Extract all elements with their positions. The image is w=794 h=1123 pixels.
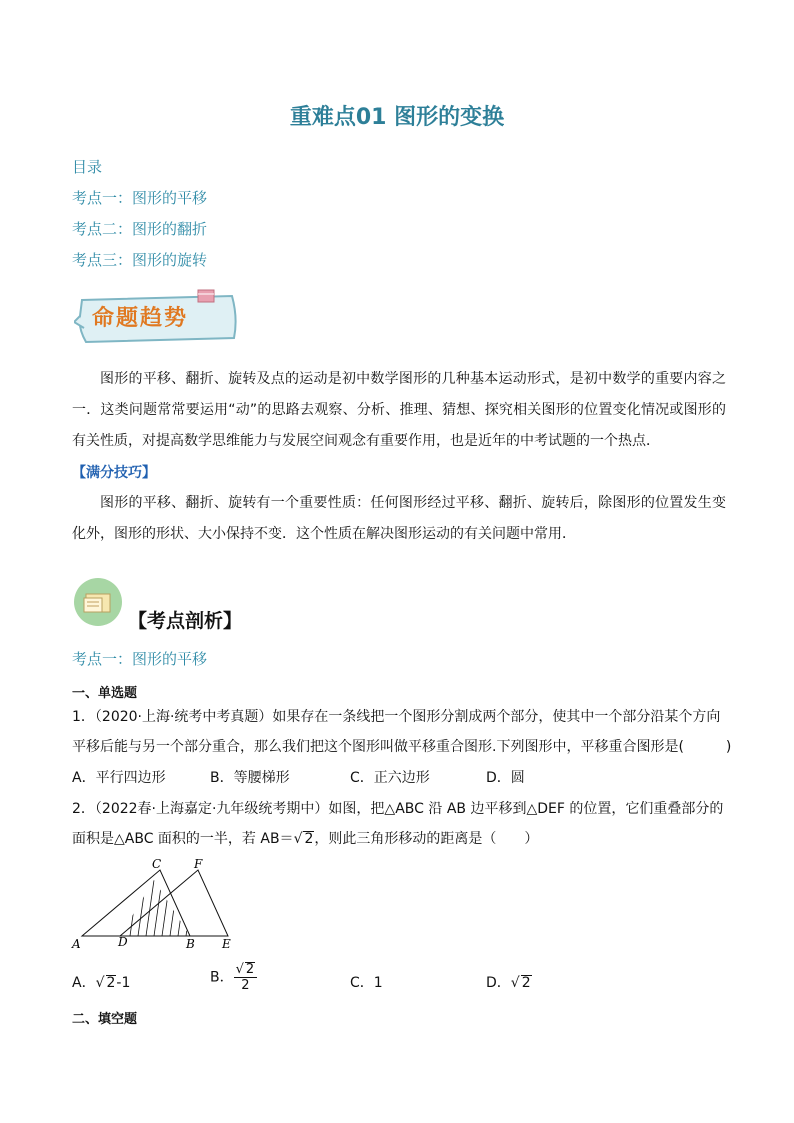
q2-option-a[interactable]: A．√ 2-1 <box>72 975 131 991</box>
q1-option-d[interactable]: D．圆 <box>486 770 525 786</box>
q1-option-a[interactable]: A．平行四边形 <box>72 770 166 786</box>
label-c: C <box>152 857 162 871</box>
tips-paragraph: 图形的平移、翻折、旋转有一个重要性质：任何图形经过平移、翻折、旋转后，除图形的位置发生变化外，图形的形状、大小保持不变．这个性质在解决图形运动的有关问题中常用． <box>72 495 726 542</box>
question-1: 1．（2020·上海·统考中考真题）如果存在一条线把一个图形分割成两个部分，使其中一个部分沿某个方向平移后能与另一个部分重合，那么我们把这个图形叫做平移重合图形.下列图形中，平移重合图形是( ) <box>72 709 732 755</box>
q2-option-b-fraction: $\frac{√ 2}{2}$ <box>234 962 258 993</box>
label-b: B <box>186 937 195 951</box>
triangle-abc <box>82 870 190 936</box>
toc-item-1[interactable]: 考点一：图形的平移 <box>72 189 208 207</box>
q2-option-c[interactable]: C．1 <box>350 975 383 991</box>
q2-sqrt: 2 <box>304 831 314 847</box>
trend-banner <box>74 288 242 346</box>
triangle-figure <box>66 856 246 952</box>
q2-option-b-denominator: 2 <box>241 978 250 993</box>
subsection-heading: 考点一：图形的平移 <box>72 650 208 668</box>
label-e: E <box>222 937 231 951</box>
label-f: F <box>194 857 203 871</box>
banner-text: 命题趋势 <box>92 306 189 331</box>
q1-option-b[interactable]: B．等腰梯形 <box>210 770 290 786</box>
label-a: A <box>72 937 81 951</box>
q2-option-b[interactable] <box>210 962 257 993</box>
q2-option-d-prefix: D． <box>486 975 511 991</box>
q2-option-a-suffix: -1 <box>116 975 131 991</box>
notes-icon <box>74 578 122 626</box>
toc-item-3[interactable]: 考点三：图形的旋转 <box>72 251 208 269</box>
page-title: 重难点01 图形的变换 <box>289 105 505 130</box>
q2-option-b-prefix: B． <box>210 969 234 986</box>
part-heading-fill-blank: 二、填空题 <box>72 1012 138 1027</box>
toc-item-2[interactable]: 考点二：图形的翻折 <box>72 220 208 238</box>
q2-text-b: ，则此三角形移动的距离是（ ） <box>314 831 539 847</box>
q1-option-c[interactable]: C．正六边形 <box>350 770 430 786</box>
label-d: D <box>118 935 128 949</box>
toc-heading: 目录 <box>72 158 103 176</box>
q2-option-d[interactable]: D．√ 2 <box>486 975 531 991</box>
q2-option-d-radicand: 2 <box>521 975 531 991</box>
trend-paragraph: 图形的平移、翻折、旋转及点的运动是初中数学图形的几种基本运动形式，是初中数学的重要内容之一．这类问题常常要运用“动”的思路去观察、分析、推理、猜想、探究相关图形的位置变化情况或图形的有关性质，对提高数学思维能力与发展空间观念有重要作用，也是近年的中考试题的一个热点． <box>72 371 726 449</box>
q2-option-a-prefix: A． <box>72 975 96 991</box>
section-heading: 【考点剖析】 <box>128 610 243 632</box>
q2-option-b-numerator: 2 <box>245 962 255 977</box>
triangle-def <box>120 870 228 936</box>
q2-option-a-radicand: 2 <box>106 975 116 991</box>
part-heading-single-choice: 一、单选题 <box>72 686 138 701</box>
tips-heading: 【满分技巧】 <box>72 465 156 481</box>
question-2: 2．（2022春·上海嘉定·九年级统考期中）如图，把△ABC 沿 AB 边平移到△DEF 的位置，它们重叠部分的面积是△ABC 面积的一半，若 AB＝√ 2，则此三角形移动的距离是（ ） <box>72 801 724 847</box>
q2-text-a: 2．（2022春·上海嘉定·九年级统考期中）如图，把△ABC 沿 AB 边平移到△DEF 的位置，它们重叠部分的面积是△ABC 面积的一半，若 AB＝ <box>72 801 724 847</box>
